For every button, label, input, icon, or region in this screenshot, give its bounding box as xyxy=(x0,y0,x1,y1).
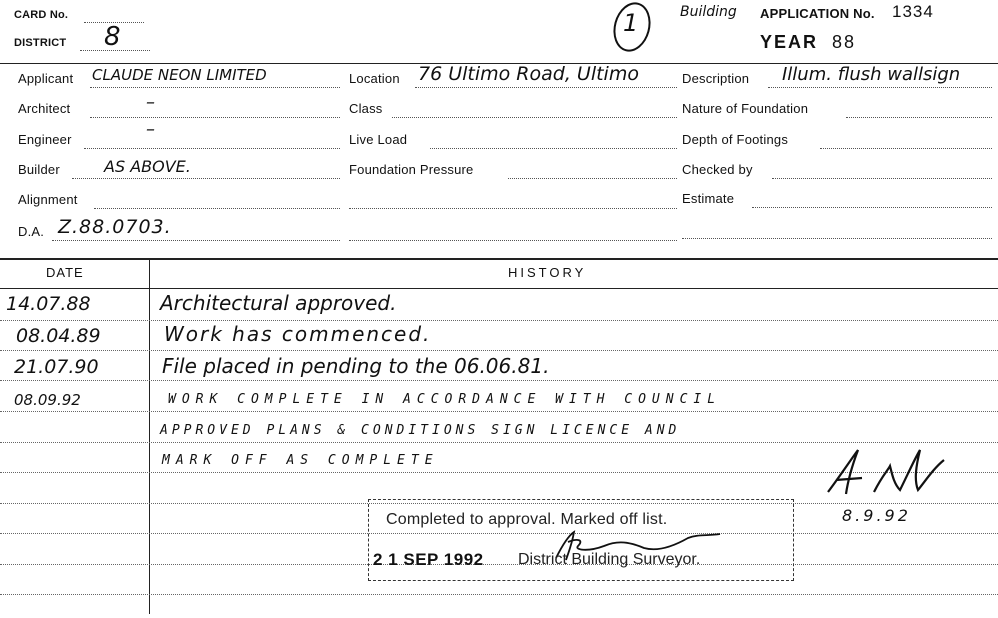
history-row-rule xyxy=(0,594,998,595)
builder-value: AS ABOVE. xyxy=(104,157,191,176)
applicant-label: Applicant xyxy=(18,71,74,86)
table-header-rule xyxy=(0,288,998,289)
da-line xyxy=(52,240,340,241)
application-prefix: Building xyxy=(680,4,737,20)
alignment-line-mid xyxy=(349,208,677,209)
approver-signature-icon xyxy=(818,440,968,504)
builder-label: Builder xyxy=(18,162,60,177)
history-row-rule xyxy=(0,411,998,412)
depth-of-footings-line xyxy=(820,148,992,149)
history-row-rule xyxy=(0,320,998,321)
stamp-surveyor-title: District Building Surveyor. xyxy=(518,551,701,568)
class-line xyxy=(392,117,677,118)
history-entry: APPROVED PLANS & CONDITIONS SIGN LICENCE AND xyxy=(160,423,681,438)
history-row-rule xyxy=(0,350,998,351)
stamp-completed-text: Completed to approval. Marked off list. xyxy=(386,511,668,528)
date-column-divider xyxy=(149,258,150,614)
depth-of-footings-label: Depth of Footings xyxy=(682,132,789,147)
history-header: HISTORY xyxy=(508,265,587,280)
history-date: 08.04.89 xyxy=(16,325,101,347)
live-load-label: Live Load xyxy=(349,132,408,147)
card-no-label: CARD No. xyxy=(14,9,69,21)
architect-label: Architect xyxy=(18,101,71,116)
circled-number: 1 xyxy=(623,9,639,37)
history-date: 08.09.92 xyxy=(14,391,81,409)
alignment-label: Alignment xyxy=(18,192,78,207)
da-value: Z.88.0703. xyxy=(58,216,172,238)
da-line-mid xyxy=(349,240,677,241)
alignment-line xyxy=(94,208,340,209)
location-value: 76 Ultimo Road, Ultimo xyxy=(418,63,639,85)
applicant-line xyxy=(90,87,340,88)
history-entry: WORK COMPLETE IN ACCORDANCE WITH COUNCIL xyxy=(168,392,722,407)
district-value: 8 xyxy=(104,22,121,52)
foundation-pressure-label: Foundation Pressure xyxy=(349,162,474,177)
year-value: 88 xyxy=(832,32,857,52)
application-number: 1334 xyxy=(892,2,934,21)
da-label: D.A. xyxy=(18,224,45,239)
checked-by-label: Checked by xyxy=(682,162,753,177)
history-date: 14.07.88 xyxy=(6,293,91,315)
checked-by-line xyxy=(772,178,992,179)
description-label: Description xyxy=(682,71,750,86)
signature-date: 8.9.92 xyxy=(842,506,911,525)
estimate-label: Estimate xyxy=(682,191,735,206)
engineer-value: – xyxy=(146,119,155,140)
architect-value: – xyxy=(146,92,155,113)
history-date: 21.07.90 xyxy=(14,356,99,378)
year-label: YEAR xyxy=(760,32,819,52)
nature-of-foundation-line xyxy=(846,117,992,118)
description-line xyxy=(768,87,992,88)
history-entry: Architectural approved. xyxy=(160,291,397,315)
live-load-line xyxy=(430,148,677,149)
history-entry: MARK OFF AS COMPLETE xyxy=(162,453,439,468)
engineer-label: Engineer xyxy=(18,132,72,147)
engineer-line xyxy=(84,148,340,149)
foundation-pressure-line xyxy=(508,178,677,179)
architect-line xyxy=(90,117,340,118)
date-header: DATE xyxy=(46,265,84,280)
builder-line xyxy=(72,178,340,179)
stamp-date: 2 1 SEP 1992 xyxy=(373,550,484,569)
application-label: APPLICATION No. xyxy=(760,6,875,21)
history-row-rule xyxy=(0,380,998,381)
district-label: DISTRICT xyxy=(14,37,67,49)
nature-of-foundation-label: Nature of Foundation xyxy=(682,101,809,116)
history-entry: File placed in pending to the 06.06.81. xyxy=(162,354,550,378)
location-label: Location xyxy=(349,71,400,86)
history-entry: Work has commenced. xyxy=(164,322,432,346)
applicant-value: CLAUDE NEON LIMITED xyxy=(92,66,267,84)
description-value: Illum. flush wallsign xyxy=(782,64,961,85)
estimate-line xyxy=(752,207,992,208)
da-line-right xyxy=(682,238,992,239)
class-label: Class xyxy=(349,101,383,116)
location-line xyxy=(415,87,677,88)
